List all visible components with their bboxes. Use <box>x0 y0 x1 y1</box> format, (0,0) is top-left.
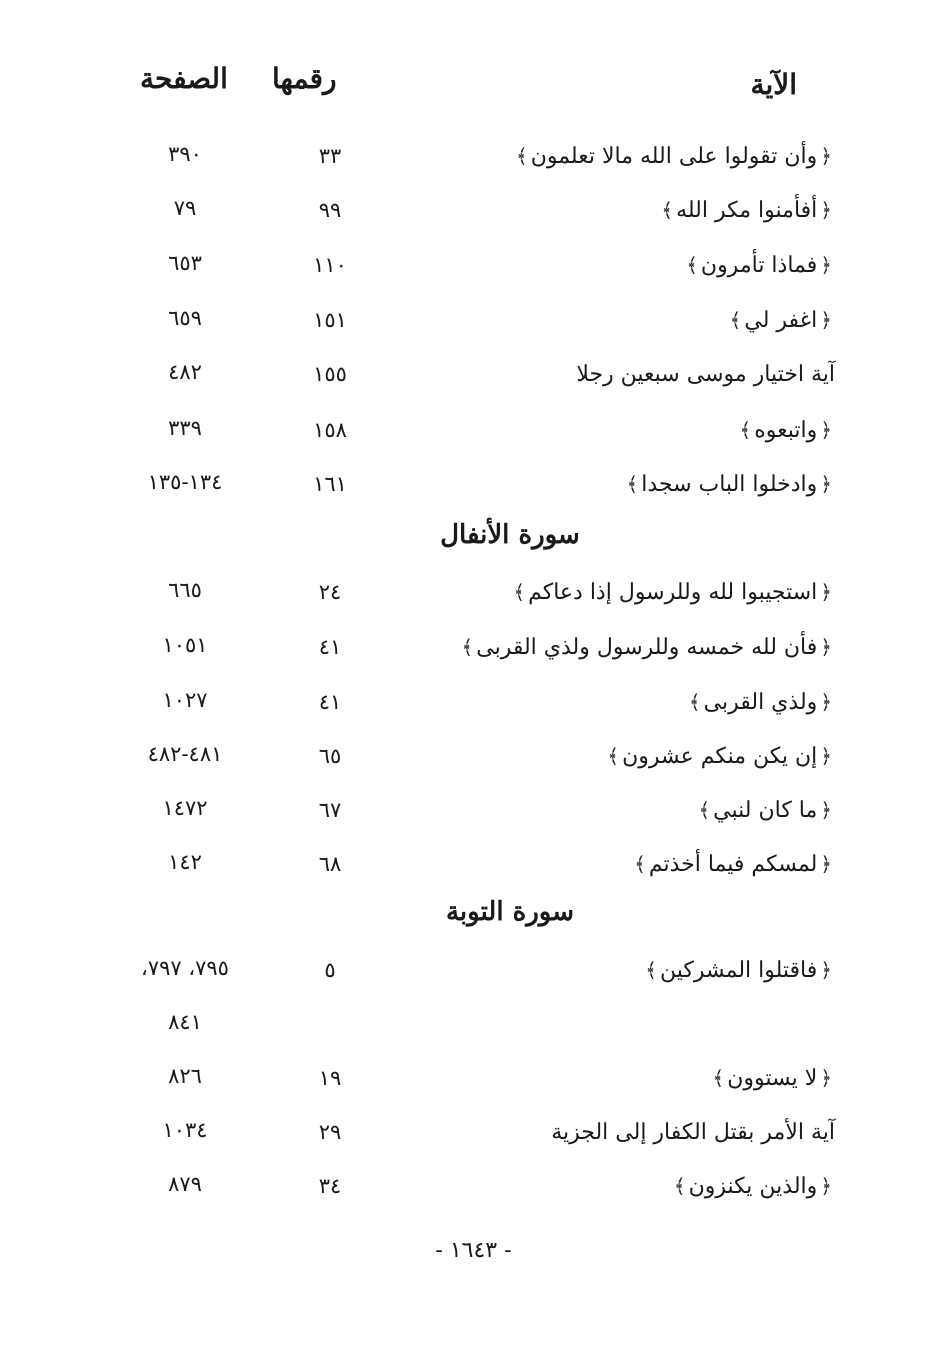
ornate-bracket-icon: ﴾ <box>688 690 701 714</box>
verse-number: ٦٧ <box>318 798 342 822</box>
verse-cell <box>737 418 835 443</box>
verse-cell <box>576 362 835 387</box>
table-row <box>0 1004 947 1058</box>
verse-cell <box>459 635 835 660</box>
ornate-bracket-icon: ﴾ <box>712 1066 725 1090</box>
verse-text: ولذي القربى <box>703 690 818 715</box>
verse-cell <box>658 198 835 223</box>
table-row <box>0 844 947 898</box>
header-page: الصفحة <box>140 62 228 95</box>
verse-number: ٤١ <box>318 635 342 659</box>
page-reference: ١٠٣٤ <box>162 1118 208 1142</box>
ornate-bracket-icon: ﴿ <box>820 690 832 714</box>
table-row <box>0 1058 947 1112</box>
table-row <box>0 950 947 1004</box>
verse-text: وأن تقولوا على الله مالا تعلمون <box>530 144 818 169</box>
verse-number: ١٥٨ <box>313 418 347 442</box>
verse-text: فماذا تأمرون <box>700 253 818 278</box>
table-row <box>0 410 947 464</box>
ornate-bracket-icon: ﴿ <box>820 635 832 659</box>
table-row <box>0 736 947 790</box>
verse-number: ٩٩ <box>318 198 342 222</box>
table-row <box>0 464 947 518</box>
ornate-bracket-icon: ﴿ <box>820 798 832 822</box>
page-reference: ١٣٤-١٣٥ <box>147 470 223 494</box>
verse-cell <box>671 1174 835 1199</box>
page-reference: ٨٢٦ <box>168 1064 202 1088</box>
verse-cell <box>631 852 835 877</box>
header-number: رقمها <box>272 62 337 95</box>
table-row <box>0 572 947 626</box>
page-reference: ٣٩٠ <box>168 142 202 166</box>
table-row <box>0 1112 947 1166</box>
page-reference: ٧٩٥، ٧٩٧، <box>141 956 229 980</box>
ornate-bracket-icon: ﴿ <box>820 418 832 442</box>
surah-heading: سورة الأنفال <box>440 520 580 550</box>
verse-cell <box>513 144 835 169</box>
table-row <box>0 136 947 190</box>
ornate-bracket-icon: ﴾ <box>686 253 698 277</box>
verse-number: ٣٤ <box>318 1174 342 1198</box>
verse-cell <box>695 798 835 823</box>
ornate-bracket-icon: ﴾ <box>461 635 474 659</box>
page-reference: ٣٣٩ <box>168 416 202 440</box>
table-row <box>0 354 947 408</box>
page-reference: ١٠٥١ <box>162 633 208 657</box>
verse-number: ١٩ <box>318 1066 342 1090</box>
verse-text: أفأمنوا مكر الله <box>676 198 818 223</box>
page-reference: ٤٨٢ <box>168 360 202 384</box>
page-reference: ٦٥٣ <box>168 251 202 275</box>
ornate-bracket-icon: ﴾ <box>661 198 674 222</box>
verse-number: ١١٠ <box>313 253 347 277</box>
ornate-bracket-icon: ﴾ <box>513 580 526 604</box>
surah-heading: سورة التوبة <box>445 897 575 927</box>
ornate-bracket-icon: ﴾ <box>634 852 646 876</box>
verse-text: فاقتلوا المشركين <box>659 958 818 983</box>
table-row <box>0 245 947 299</box>
verse-text: ما كان لنبي <box>713 798 818 823</box>
ornate-bracket-icon: ﴿ <box>820 253 832 277</box>
table-row <box>0 300 947 354</box>
verse-number: ٤١ <box>318 690 342 714</box>
ornate-bracket-icon: ﴿ <box>820 744 832 768</box>
verse-cell <box>642 958 835 983</box>
verse-text: فأن لله خمسه وللرسول ولذي القربى <box>476 635 818 660</box>
table-row <box>0 190 947 244</box>
ornate-bracket-icon: ﴿ <box>820 958 832 982</box>
page-reference: ٨٧٩ <box>168 1172 202 1196</box>
ornate-bracket-icon: ﴿ <box>820 308 832 332</box>
verse-text: استجيبوا لله وللرسول إذا دعاكم <box>528 580 818 605</box>
verse-text: آية اختيار موسى سبعين رجلا <box>576 362 835 387</box>
verse-number: ٦٥ <box>318 744 342 768</box>
ornate-bracket-icon: ﴿ <box>820 852 832 876</box>
table-row <box>0 790 947 844</box>
ornate-bracket-icon: ﴿ <box>820 472 832 496</box>
verse-text: لمسكم فيما أخذتم <box>648 852 818 877</box>
page-reference: ١٤٢ <box>168 850 202 874</box>
verse-number: ٥ <box>324 958 336 982</box>
verse-cell <box>727 308 835 333</box>
verse-cell <box>683 253 835 278</box>
verse-text: وادخلوا الباب سجدا <box>641 472 818 497</box>
page-reference: ١٤٧٢ <box>162 796 208 820</box>
verse-text: اغفر لي <box>744 308 818 333</box>
verse-number: ١٦١ <box>313 472 347 496</box>
verse-number: ٣٣ <box>318 144 342 168</box>
ornate-bracket-icon: ﴾ <box>626 472 639 496</box>
table-row <box>0 682 947 736</box>
page-reference: ١٠٢٧ <box>162 688 208 712</box>
verse-cell <box>624 472 835 497</box>
ornate-bracket-icon: ﴾ <box>739 418 752 442</box>
verse-number: ١٥١ <box>313 308 347 332</box>
verse-number: ١٥٥ <box>313 362 347 386</box>
verse-text: واتبعوه <box>754 418 818 443</box>
ornate-bracket-icon: ﴿ <box>820 198 832 222</box>
verse-number: ٢٩ <box>318 1120 342 1144</box>
verse-cell <box>709 1066 835 1091</box>
ornate-bracket-icon: ﴾ <box>515 144 528 168</box>
verse-cell <box>510 580 835 605</box>
ornate-bracket-icon: ﴿ <box>820 1174 832 1198</box>
page-reference: ٨٤١ <box>168 1010 202 1034</box>
ornate-bracket-icon: ﴿ <box>820 580 832 604</box>
verse-cell <box>551 1120 835 1145</box>
column-headers <box>0 0 947 110</box>
verse-number: ٢٤ <box>318 580 342 604</box>
ornate-bracket-icon: ﴾ <box>729 308 742 332</box>
ornate-bracket-icon: ﴿ <box>820 1066 832 1090</box>
page-reference: ٦٦٥ <box>168 578 202 602</box>
page-reference: ٧٩ <box>173 196 197 220</box>
ornate-bracket-icon: ﴾ <box>698 798 711 822</box>
table-row <box>0 1166 947 1220</box>
verse-cell <box>686 690 835 715</box>
ornate-bracket-icon: ﴾ <box>607 744 620 768</box>
page-reference: ٤٨١-٤٨٢ <box>147 742 223 766</box>
ornate-bracket-icon: ﴿ <box>820 144 832 168</box>
ornate-bracket-icon: ﴾ <box>673 1174 686 1198</box>
verse-number: ٦٨ <box>318 852 342 876</box>
verse-text: آية الأمر بقتل الكفار إلى الجزية <box>551 1120 835 1145</box>
verse-text: إن يكن منكم عشرون <box>622 744 818 769</box>
page-number: - ١٦٤٣ - <box>435 1238 512 1263</box>
page-reference: ٦٥٩ <box>168 306 202 330</box>
header-verse: الآية <box>750 68 797 101</box>
verse-cell <box>604 744 835 769</box>
table-row <box>0 627 947 681</box>
ornate-bracket-icon: ﴾ <box>645 958 657 982</box>
verse-text: والذين يكنزون <box>688 1174 818 1199</box>
verse-text: لا يستوون <box>727 1066 818 1091</box>
